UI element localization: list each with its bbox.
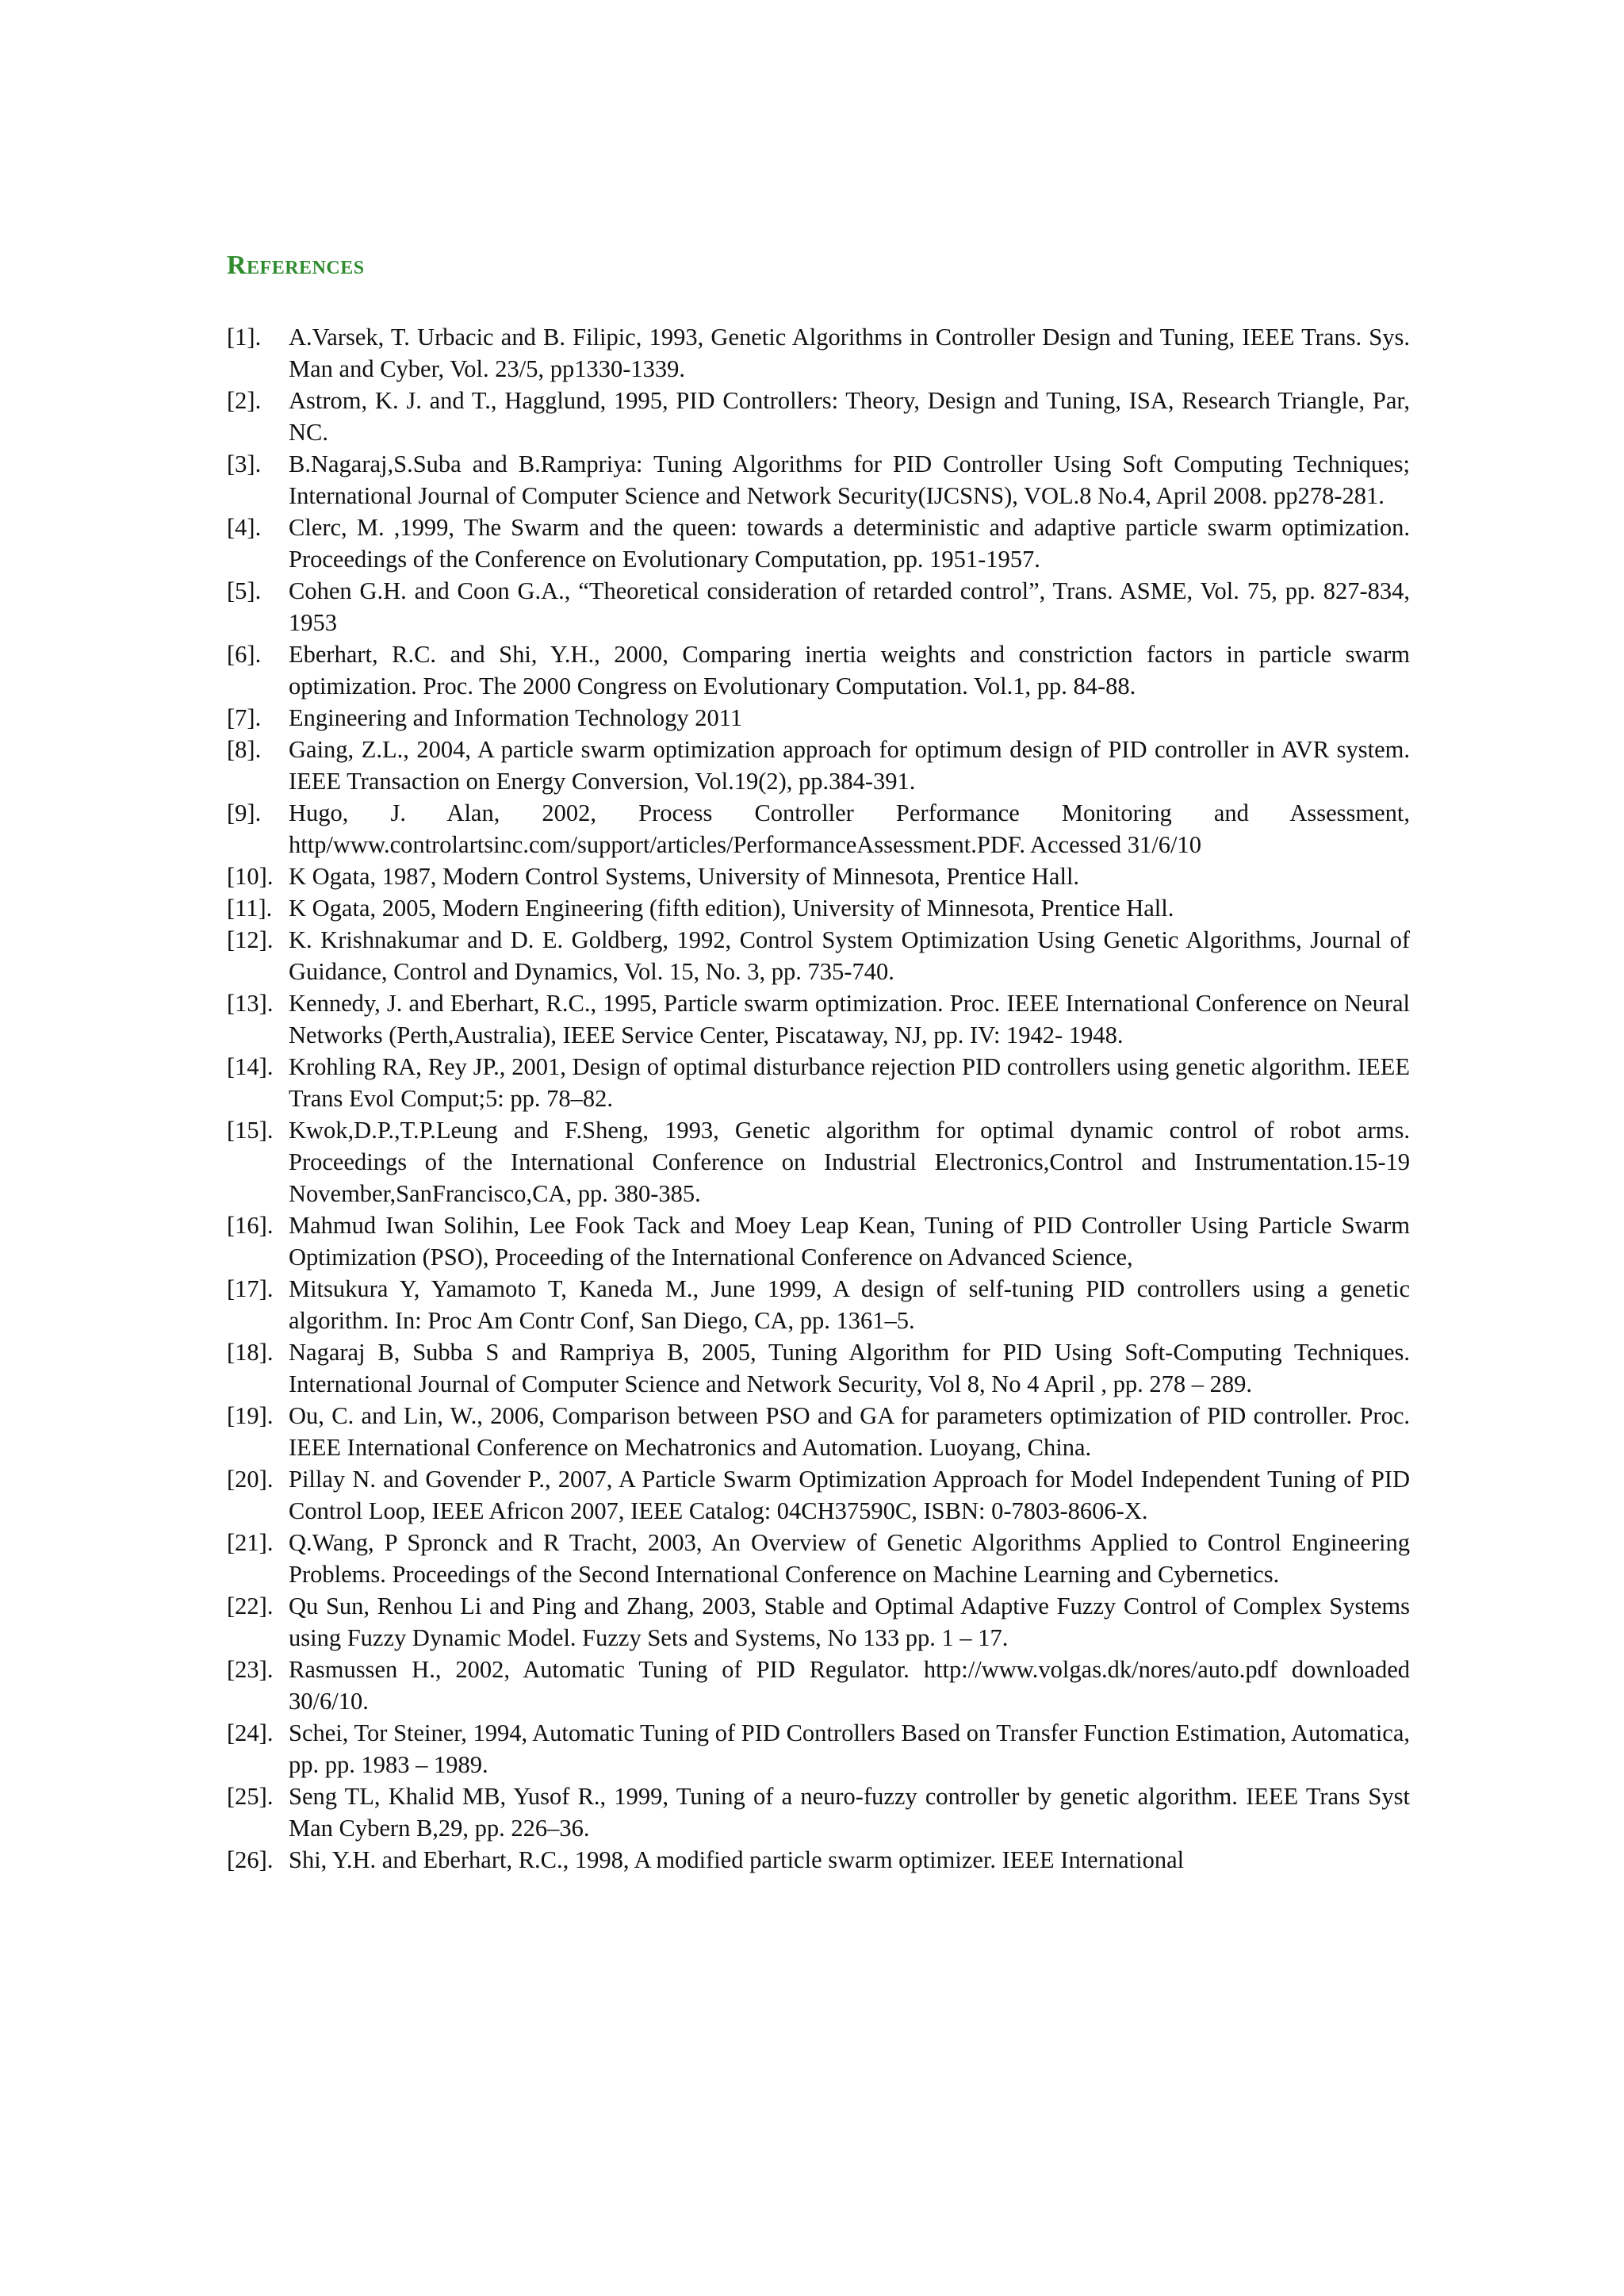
reference-text: K Ogata, 2005, Modern Engineering (fifth edition), University of Minnesota, Prentice Hall. (289, 895, 1174, 922)
reference-item (227, 385, 1410, 448)
reference-item (227, 892, 1410, 924)
reference-text: Pillay N. and Govender P., 2007, A Particle Swarm Optimization Approach for Model Independent Tuning of PID Control Loop, IEEE Africon 2007, IEEE Catalog: 04CH37590C, ISBN: 0-7803-8606-X. (289, 1466, 1410, 1524)
reference-item (227, 734, 1410, 797)
reference-text: K Ogata, 1987, Modern Control Systems, University of Minnesota, Prentice Hall. (289, 863, 1080, 890)
reference-text: Kwok,D.P.,T.P.Leung and F.Sheng, 1993, Genetic algorithm for optimal dynamic control of robot arms. Proceedings of the International Conference on Industrial Electronics,Control and Instrumentation.15-19 November,SanFrancisco,CA, pp. 380-385. (289, 1117, 1410, 1207)
reference-item (227, 1590, 1410, 1654)
reference-number: [11]. (227, 895, 273, 922)
reference-number: [13]. (227, 990, 274, 1017)
reference-text: A.Varsek, T. Urbacic and B. Filipic, 1993, Genetic Algorithms in Controller Design and Tuning, IEEE Trans. Sys. Man and Cyber, Vol. 23/5, pp1330-1339. (289, 324, 1410, 382)
reference-number: [12]. (227, 926, 274, 953)
reference-text: Eberhart, R.C. and Shi, Y.H., 2000, Comparing inertia weights and constriction factors in particle swarm optimization. Proc. The 2000 Congress on Evolutionary Computation. Vol.1, pp. 84-88. (289, 641, 1410, 700)
reference-text: Shi, Y.H. and Eberhart, R.C., 1998, A modified particle swarm optimizer. IEEE International (289, 1846, 1185, 1873)
reference-number: [7]. (227, 704, 262, 731)
reference-item (227, 1844, 1410, 1876)
reference-number: [20]. (227, 1466, 274, 1493)
reference-text: Qu Sun, Renhou Li and Ping and Zhang, 2003, Stable and Optimal Adaptive Fuzzy Control of Complex Systems using Fuzzy Dynamic Model. Fuzzy Sets and Systems, No 133 pp. 1 – 17. (289, 1593, 1410, 1651)
reference-text: Rasmussen H., 2002, Automatic Tuning of PID Regulator. http://www.volgas.dk/nores/auto.pdf downloaded 30/6/10. (289, 1656, 1410, 1715)
reference-number: [21]. (227, 1529, 274, 1556)
reference-number: [14]. (227, 1053, 274, 1080)
reference-item (227, 1209, 1410, 1273)
reference-number: [19]. (227, 1402, 274, 1429)
reference-item (227, 448, 1410, 512)
reference-text: Astrom, K. J. and T., Hagglund, 1995, PID Controllers: Theory, Design and Tuning, ISA, Research Triangle, Par, NC. (289, 387, 1410, 446)
reference-number: [8]. (227, 736, 262, 763)
reference-number: [15]. (227, 1117, 274, 1144)
reference-text: K. Krishnakumar and D. E. Goldberg, 1992, Control System Optimization Using Genetic Algorithms, Journal of Guidance, Control and Dynamics, Vol. 15, No. 3, pp. 735-740. (289, 926, 1410, 985)
reference-item (227, 1400, 1410, 1463)
reference-text: Mahmud Iwan Solihin, Lee Fook Tack and Moey Leap Kean, Tuning of PID Controller Using Particle Swarm Optimization (PSO), Proceeding of the International Conference on Advanced Science, (289, 1212, 1410, 1271)
reference-item (227, 575, 1410, 638)
reference-item (227, 1336, 1410, 1400)
reference-item (227, 1114, 1410, 1209)
reference-number: [1]. (227, 324, 262, 351)
reference-number: [5]. (227, 577, 262, 604)
reference-list (227, 321, 1410, 1876)
reference-text: Cohen G.H. and Coon G.A., “Theoretical consideration of retarded control”, Trans. ASME, Vol. 75, pp. 827-834, 1953 (289, 577, 1410, 636)
reference-item (227, 1463, 1410, 1527)
reference-number: [17]. (227, 1275, 274, 1302)
reference-item (227, 987, 1410, 1051)
reference-text: Schei, Tor Steiner, 1994, Automatic Tuning of PID Controllers Based on Transfer Function Estimation, Automatica, pp. pp. 1983 – 1989. (289, 1719, 1410, 1778)
reference-item (227, 638, 1410, 702)
reference-number: [2]. (227, 387, 262, 414)
reference-item (227, 797, 1410, 861)
reference-item (227, 702, 1410, 734)
reference-item (227, 1780, 1410, 1844)
reference-text: Kennedy, J. and Eberhart, R.C., 1995, Particle swarm optimization. Proc. IEEE International Conference on Neural Networks (Perth,Australia), IEEE Service Center, Piscataway, NJ, pp. IV: 1942- 1948. (289, 990, 1410, 1048)
reference-number: [26]. (227, 1846, 274, 1873)
reference-item (227, 1654, 1410, 1717)
reference-number: [24]. (227, 1719, 274, 1746)
reference-text: Seng TL, Khalid MB, Yusof R., 1999, Tuning of a neuro-fuzzy controller by genetic algorithm. IEEE Trans Syst Man Cybern B,29, pp. 226–36. (289, 1783, 1410, 1842)
reference-item (227, 1051, 1410, 1114)
reference-number: [16]. (227, 1212, 274, 1239)
reference-number: [10]. (227, 863, 274, 890)
reference-text: B.Nagaraj,S.Suba and B.Rampriya: Tuning Algorithms for PID Controller Using Soft Computing Techniques; International Journal of Computer Science and Network Security(IJCSNS), VOL.8 No.4, April 2008. pp278-281. (289, 450, 1410, 509)
reference-item (227, 321, 1410, 385)
reference-text: Clerc, M. ,1999, The Swarm and the queen: towards a deterministic and adaptive particle swarm optimization. Proceedings of the Conference on Evolutionary Computation, pp. 1951-1957. (289, 514, 1410, 573)
reference-number: [3]. (227, 450, 262, 477)
reference-item (227, 1717, 1410, 1780)
reference-text: Hugo, J. Alan, 2002, Process Controller Performance Monitoring and Assessment, http/www.controlartsinc.com/support/articles/PerformanceAssessment.PDF. Accessed 31/6/10 (289, 799, 1410, 858)
reference-text: Gaing, Z.L., 2004, A particle swarm optimization approach for optimum design of PID controller in AVR system. IEEE Transaction on Energy Conversion, Vol.19(2), pp.384-391. (289, 736, 1410, 795)
reference-text: Krohling RA, Rey JP., 2001, Design of optimal disturbance rejection PID controllers using genetic algorithm. IEEE Trans Evol Comput;5: pp. 78–82. (289, 1053, 1410, 1112)
reference-number: [9]. (227, 799, 262, 826)
reference-item (227, 861, 1410, 892)
reference-item (227, 924, 1410, 987)
reference-number: [22]. (227, 1593, 274, 1619)
reference-item (227, 1273, 1410, 1336)
reference-item (227, 512, 1410, 575)
reference-text: Q.Wang, P Spronck and R Tracht, 2003, An Overview of Genetic Algorithms Applied to Control Engineering Problems. Proceedings of the Second International Conference on Machine Learning and Cybernetics. (289, 1529, 1410, 1588)
reference-number: [18]. (227, 1339, 274, 1366)
reference-number: [6]. (227, 641, 262, 668)
reference-item (227, 1527, 1410, 1590)
section-heading: References (227, 251, 365, 280)
reference-text: Ou, C. and Lin, W., 2006, Comparison between PSO and GA for parameters optimization of PID controller. Proc. IEEE International Conference on Mechatronics and Automation. Luoyang, China. (289, 1402, 1410, 1461)
reference-number: [25]. (227, 1783, 274, 1810)
reference-number: [23]. (227, 1656, 274, 1683)
reference-number: [4]. (227, 514, 262, 541)
reference-text: Mitsukura Y, Yamamoto T, Kaneda M., June 1999, A design of self-tuning PID controllers using a genetic algorithm. In: Proc Am Contr Conf, San Diego, CA, pp. 1361–5. (289, 1275, 1410, 1334)
reference-text: Nagaraj B, Subba S and Rampriya B, 2005, Tuning Algorithm for PID Using Soft-Computing Techniques. International Journal of Computer Science and Network Security, Vol 8, No 4 April , pp. 278 – 289. (289, 1339, 1410, 1397)
reference-text: Engineering and Information Technology 2011 (289, 704, 743, 731)
